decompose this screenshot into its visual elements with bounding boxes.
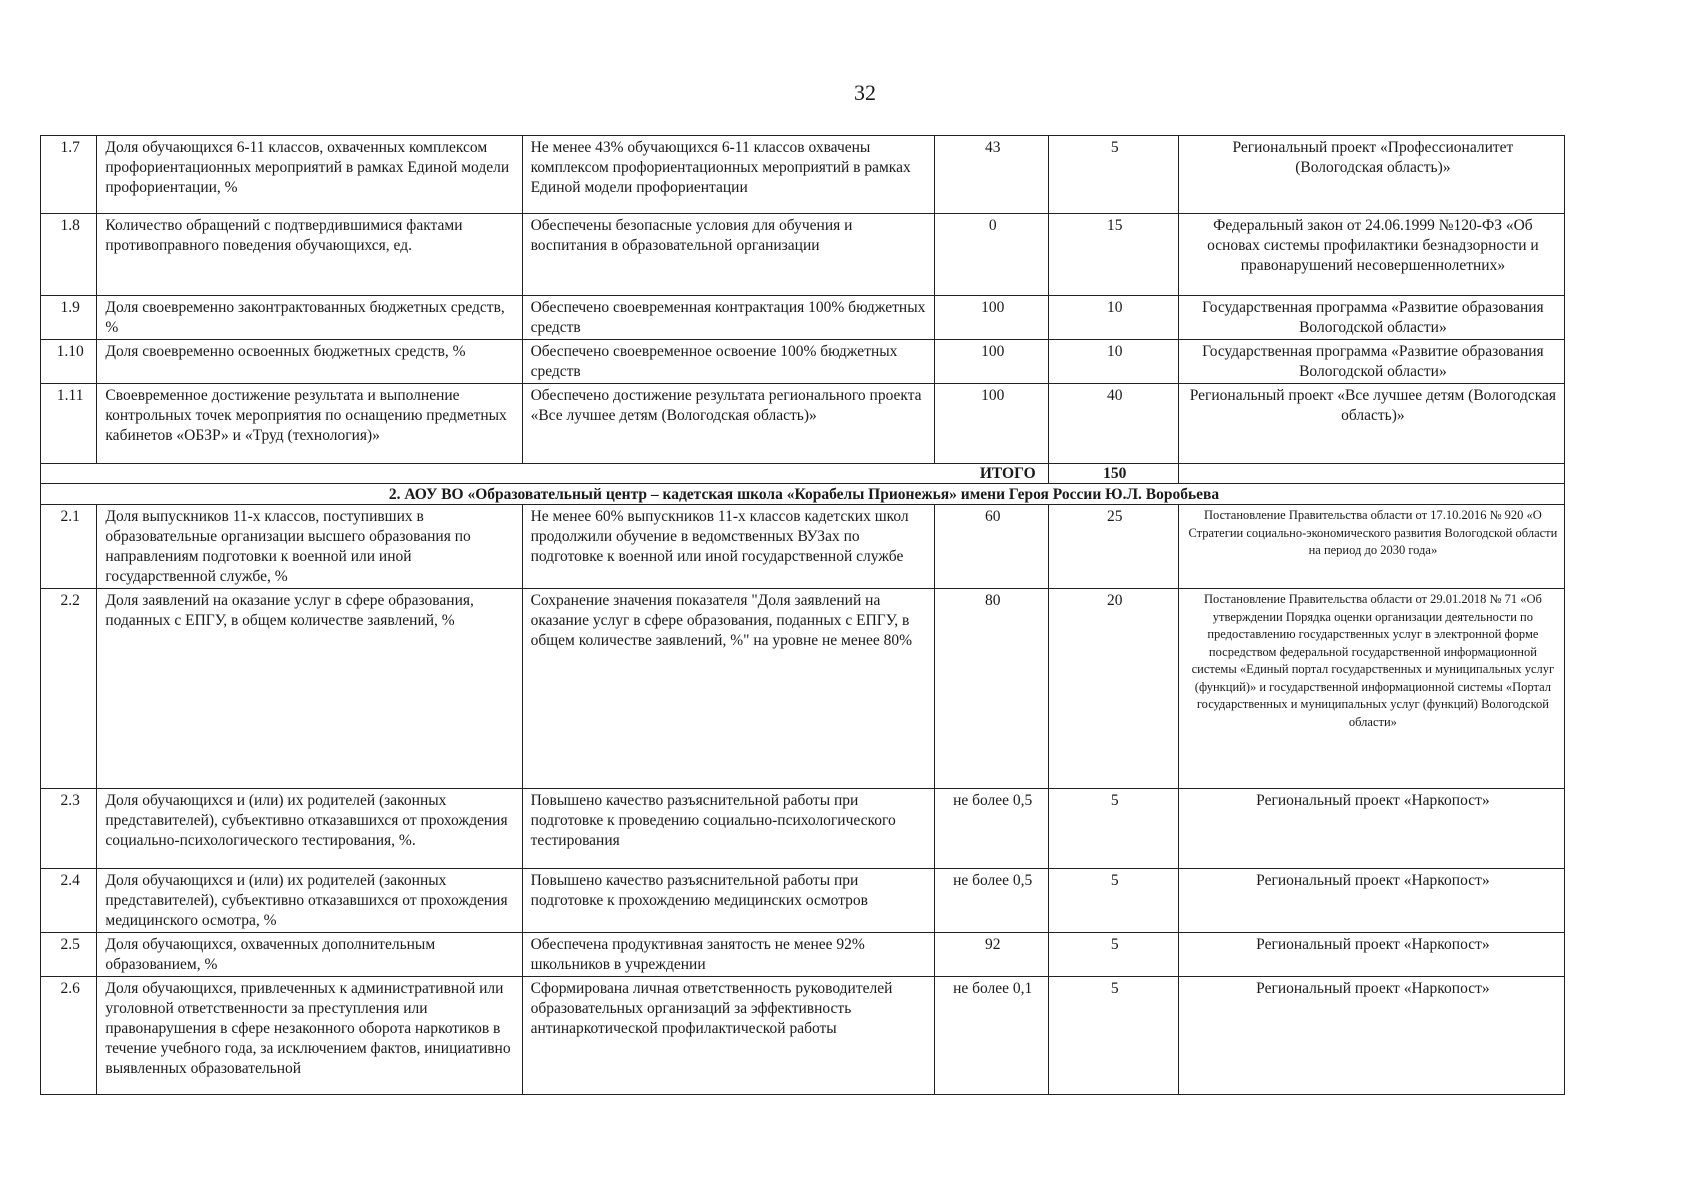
source-cell: Региональный проект «Все лучшее детям (Вологодская область)» [1178, 384, 1564, 464]
weight-cell: 5 [1048, 933, 1178, 977]
row-number: 2.6 [41, 977, 97, 1095]
table-row [41, 214, 1565, 296]
source-cell: Региональный проект «Наркопост» [1178, 869, 1564, 933]
indicator-cell: Доля обучающихся и (или) их родителей (законных представителей), субъективно отказавшихся от прохождения социально-психологического тестирования, %. [97, 789, 522, 869]
table-row [41, 505, 1565, 589]
row-number: 2.4 [41, 869, 97, 933]
weight-cell: 10 [1048, 340, 1178, 384]
indicator-cell: Доля своевременно законтрактованных бюджетных средств, % [97, 296, 522, 340]
total-label: ИТОГО [41, 464, 1049, 484]
table-row [41, 977, 1565, 1095]
table-row [41, 933, 1565, 977]
value-cell: 60 [934, 505, 1048, 589]
row-number: 1.7 [41, 136, 97, 214]
value-cell: 92 [934, 933, 1048, 977]
source-cell: Государственная программа «Развитие образования Вологодской области» [1178, 340, 1564, 384]
result-cell: Обеспечена продуктивная занятость не менее 92% школьников в учреждении [522, 933, 934, 977]
value-cell: 100 [934, 296, 1048, 340]
indicator-cell: Доля обучающихся и (или) их родителей (законных представителей), субъективно отказавшихся от прохождения медицинского осмотра, % [97, 869, 522, 933]
total-empty-cell [1178, 464, 1564, 484]
row-number: 1.11 [41, 384, 97, 464]
result-cell: Обеспечено своевременная контрактация 100% бюджетных средств [522, 296, 934, 340]
indicators-table [40, 135, 1565, 1095]
table-row [41, 136, 1565, 214]
source-cell: Региональный проект «Наркопост» [1178, 933, 1564, 977]
table-row [41, 340, 1565, 384]
row-number: 1.8 [41, 214, 97, 296]
source-cell: Региональный проект «Профессионалитет (Вологодская область)» [1178, 136, 1564, 214]
weight-cell: 5 [1048, 977, 1178, 1095]
weight-cell: 5 [1048, 136, 1178, 214]
source-cell: Региональный проект «Наркопост» [1178, 977, 1564, 1095]
value-cell: не более 0,5 [934, 789, 1048, 869]
total-row [41, 464, 1565, 484]
source-cell: Постановление Правительства области от 17.10.2016 № 920 «О Стратегии социально-экономического развития Вологодской области на период до 2030 года» [1178, 505, 1564, 589]
source-cell: Государственная программа «Развитие образования Вологодской области» [1178, 296, 1564, 340]
indicator-cell: Доля обучающихся 6-11 классов, охваченных комплексом профориентационных мероприятий в рамках Единой модели профориентации, % [97, 136, 522, 214]
row-number: 2.1 [41, 505, 97, 589]
value-cell: 0 [934, 214, 1048, 296]
total-value: 150 [1048, 464, 1178, 484]
source-cell: Региональный проект «Наркопост» [1178, 789, 1564, 869]
page-number: 32 [854, 80, 876, 105]
row-number: 2.2 [41, 589, 97, 789]
weight-cell: 15 [1048, 214, 1178, 296]
row-number: 1.10 [41, 340, 97, 384]
value-cell: не более 0,1 [934, 977, 1048, 1095]
indicator-cell: Доля обучающихся, охваченных дополнительным образованием, % [97, 933, 522, 977]
source-cell: Постановление Правительства области от 29.01.2018 № 71 «Об утверждении Порядка оценки организации деятельности по предоставлению государственных услуг в электронной форме посредством федеральной государственной информационной системы «Единый портал государственных и муниципальных услуг (функций)» и государственной информационной системы «Портал государственных и муниципальных услуг (функций) Вологодской области» [1178, 589, 1564, 789]
result-cell: Обеспечены безопасные условия для обучения и воспитания в образовательной организации [522, 214, 934, 296]
result-cell: Не менее 60% выпускников 11-х классов кадетских школ продолжили обучение в ведомственных ВУЗах по подготовке к военной или иной государственной службе [522, 505, 934, 589]
value-cell: 80 [934, 589, 1048, 789]
row-number: 2.5 [41, 933, 97, 977]
result-cell: Повышено качество разъяснительной работы при подготовке к прохождению медицинских осмотров [522, 869, 934, 933]
result-cell: Обеспечено своевременное освоение 100% бюджетных средств [522, 340, 934, 384]
source-cell: Федеральный закон от 24.06.1999 №120-ФЗ «Об основах системы профилактики безнадзорности и правонарушений несовершеннолетних» [1178, 214, 1564, 296]
table-row [41, 589, 1565, 789]
indicator-cell: Доля своевременно освоенных бюджетных средств, % [97, 340, 522, 384]
indicator-cell: Доля заявлений на оказание услуг в сфере образования, поданных с ЕПГУ, в общем количестве заявлений, % [97, 589, 522, 789]
weight-cell: 20 [1048, 589, 1178, 789]
row-number: 2.3 [41, 789, 97, 869]
value-cell: 100 [934, 384, 1048, 464]
value-cell: 43 [934, 136, 1048, 214]
table-row [41, 789, 1565, 869]
value-cell: 100 [934, 340, 1048, 384]
indicator-cell: Количество обращений с подтвердившимися фактами противоправного поведения обучающихся, ед. [97, 214, 522, 296]
weight-cell: 5 [1048, 869, 1178, 933]
result-cell: Не менее 43% обучающихся 6-11 классов охвачены комплексом профориентационных мероприятий в рамках Единой модели профориентации [522, 136, 934, 214]
result-cell: Обеспечено достижение результата регионального проекта «Все лучшее детям (Вологодская область)» [522, 384, 934, 464]
weight-cell: 5 [1048, 789, 1178, 869]
result-cell: Повышено качество разъяснительной работы при подготовке к проведению социально-психологического тестирования [522, 789, 934, 869]
indicator-cell: Своевременное достижение результата и выполнение контрольных точек мероприятия по оснащению предметных кабинетов «ОБЗР» и «Труд (технология)» [97, 384, 522, 464]
indicator-cell: Доля выпускников 11-х классов, поступивших в образовательные организации высшего образования по направлениям подготовки к военной или иной государственной службе, % [97, 505, 522, 589]
result-cell: Сформирована личная ответственность руководителей образовательных организаций за эффективность антинаркотической профилактической работы [522, 977, 934, 1095]
value-cell: не более 0,5 [934, 869, 1048, 933]
section-header-row [41, 484, 1565, 505]
result-cell: Сохранение значения показателя "Доля заявлений на оказание услуг в сфере образования, поданных с ЕПГУ, в общем количестве заявлений, %" на уровне не менее 80% [522, 589, 934, 789]
table-row [41, 869, 1565, 933]
weight-cell: 10 [1048, 296, 1178, 340]
weight-cell: 25 [1048, 505, 1178, 589]
section-title: 2. АОУ ВО «Образовательный центр – кадетская школа «Корабелы Прионежья» имени Героя России Ю.Л. Воробьева [41, 484, 1565, 505]
table-row [41, 296, 1565, 340]
weight-cell: 40 [1048, 384, 1178, 464]
indicator-cell: Доля обучающихся, привлеченных к административной или уголовной ответственности за преступления или правонарушения в сфере незаконного оборота наркотиков в течение учебного года, за исключением фактов, инициативно выявленных образовательной [97, 977, 522, 1095]
row-number: 1.9 [41, 296, 97, 340]
table-row [41, 384, 1565, 464]
